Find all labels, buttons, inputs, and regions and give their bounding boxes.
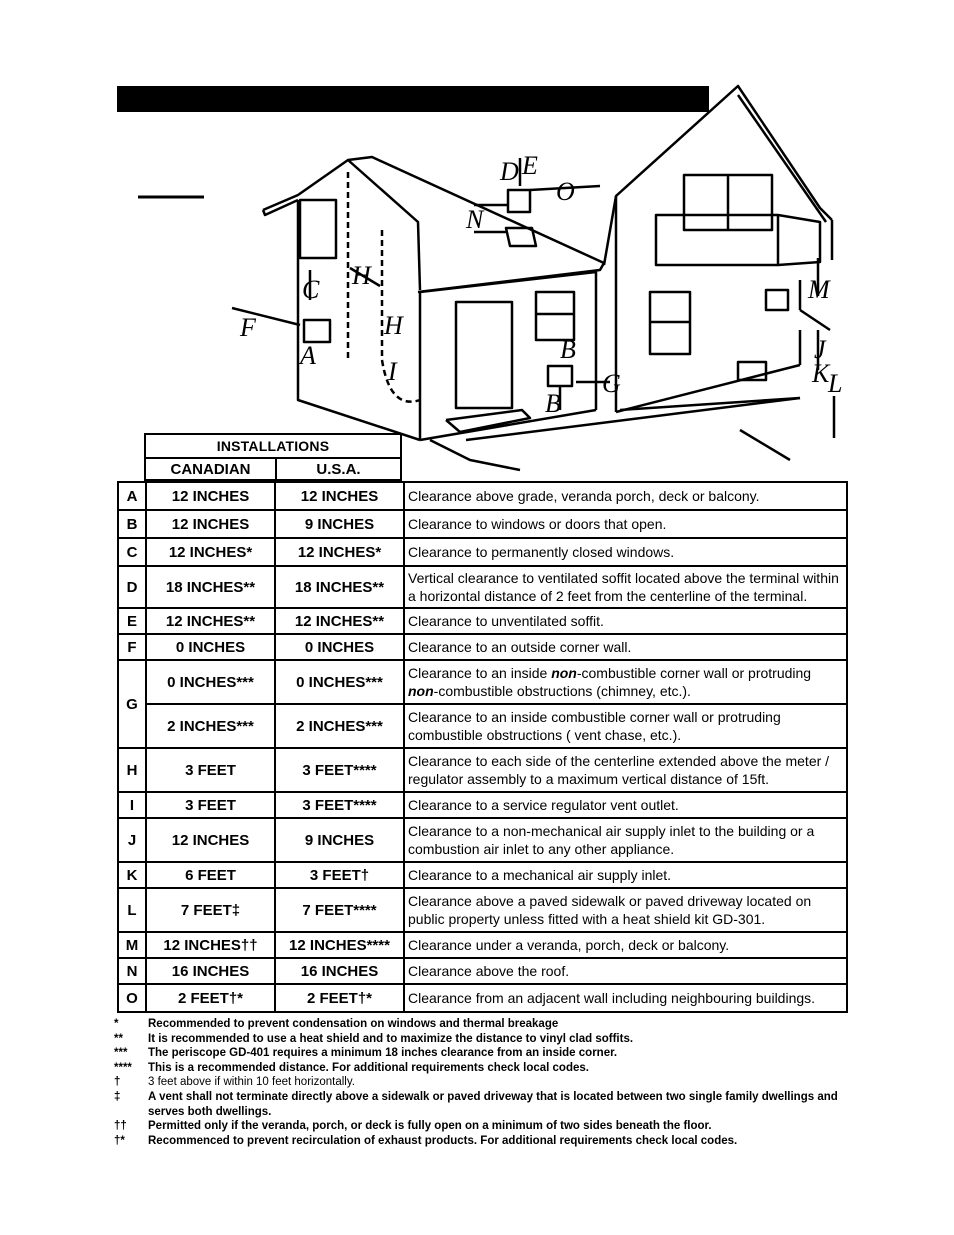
usa-header: U.S.A. — [316, 461, 361, 478]
canadian-value: 12 INCHES — [146, 818, 275, 862]
canadian-value: 12 INCHES* — [146, 538, 275, 566]
footnote — [114, 1134, 850, 1149]
svg-text:F: F — [240, 313, 256, 342]
canadian-value: 12 INCHES†† — [146, 932, 275, 958]
row-description: Clearance to each side of the centerline extended above the meter / regulator assembly to a maximum vertical distance of 15ft. — [404, 748, 847, 792]
usa-value: 3 FEET**** — [275, 748, 404, 792]
row-description: Clearance to a mechanical air supply inlet. — [404, 862, 847, 888]
canadian-value: 18 INCHES** — [146, 566, 275, 608]
usa-value: 7 FEET**** — [275, 888, 404, 932]
footnote-text: Recommenced to prevent recirculation of exhaust products. For additional requirements check local codes. — [148, 1134, 738, 1147]
footnote-text: A vent shall not terminate directly above a sidewalk or paved driveway that is located between two single family dwellings and serves both dwellings. — [148, 1090, 838, 1118]
row-letter: O — [118, 984, 146, 1012]
usa-value: 12 INCHES**** — [275, 932, 404, 958]
footnote-symbol: ** — [114, 1032, 123, 1045]
usa-value: 9 INCHES — [275, 510, 404, 538]
desc-emphasis: non — [408, 683, 434, 699]
row-description: Clearance to a service regulator vent outlet. — [404, 792, 847, 818]
clearance-table — [117, 481, 848, 1013]
footnote-symbol: † — [114, 1076, 121, 1089]
desc-part: Clearance to an inside — [408, 665, 552, 681]
svg-text:B: B — [560, 335, 576, 364]
table-row — [118, 482, 847, 510]
row-description: Clearance to an inside combustible corner wall or protruding combustible obstructions ( vent chase, etc.). — [404, 704, 847, 748]
usa-value: 12 INCHES — [275, 482, 404, 510]
row-description — [404, 660, 847, 704]
svg-text:M: M — [808, 275, 830, 304]
row-description: Clearance to windows or doors that open. — [404, 510, 847, 538]
canadian-value: 0 INCHES*** — [146, 660, 275, 704]
row-letter: H — [118, 748, 146, 792]
table-row — [118, 510, 847, 538]
row-letter: L — [118, 888, 146, 932]
row-letter: C — [118, 538, 146, 566]
usa-value: 2 INCHES*** — [275, 704, 404, 748]
row-letter: K — [118, 862, 146, 888]
row-letter: N — [118, 958, 146, 984]
svg-text:C: C — [302, 275, 320, 304]
row-letter: A — [118, 482, 146, 510]
usa-value: 3 FEET† — [275, 862, 404, 888]
canadian-value: 2 INCHES*** — [146, 704, 275, 748]
table-row — [118, 538, 847, 566]
footnote-symbol: **** — [114, 1061, 132, 1074]
row-description: Clearance to a non-mechanical air supply inlet to the building or a combustion air inlet to any other appliance. — [404, 818, 847, 862]
usa-value: 12 INCHES* — [275, 538, 404, 566]
row-description: Clearance above the roof. — [404, 958, 847, 984]
usa-value: 16 INCHES — [275, 958, 404, 984]
row-letter: J — [118, 818, 146, 862]
svg-text:G: G — [602, 369, 621, 398]
row-letter: E — [118, 608, 146, 634]
canadian-value: 0 INCHES — [146, 634, 275, 660]
table-row — [118, 748, 847, 792]
canadian-value: 3 FEET — [146, 748, 275, 792]
canadian-value: 2 FEET†* — [146, 984, 275, 1012]
footnote-text: The periscope GD-401 requires a minimum 18 inches clearance from an inside corner. — [148, 1047, 618, 1060]
row-description: Clearance above a paved sidewalk or paved driveway located on public property unless fitted with a heat shield kit GD-301. — [404, 888, 847, 932]
footnote — [114, 1090, 850, 1119]
footnote-text: 3 feet above if within 10 feet horizontally. — [148, 1076, 355, 1089]
footnotes — [114, 1017, 850, 1148]
footnote — [114, 1017, 850, 1032]
row-letter: I — [118, 792, 146, 818]
row-description: Clearance to permanently closed windows. — [404, 538, 847, 566]
svg-text:A: A — [300, 341, 316, 370]
row-letter: F — [118, 634, 146, 660]
desc-emphasis: non — [551, 665, 577, 681]
table-row — [118, 818, 847, 862]
footnote-text: Permitted only if the veranda, porch, or deck is fully open on a minimum of two sides beneath the floor. — [148, 1120, 712, 1133]
table-row — [118, 888, 847, 932]
svg-text:L: L — [828, 369, 843, 398]
installations-header — [144, 433, 402, 481]
canadian-value: 6 FEET — [146, 862, 275, 888]
footnote-text: It is recommended to use a heat shield and to maximize the distance to vinyl clad soffits. — [148, 1032, 634, 1045]
footnote-symbol: †* — [114, 1134, 125, 1147]
table-row — [118, 634, 847, 660]
canadian-value: 3 FEET — [146, 792, 275, 818]
table-row — [118, 932, 847, 958]
table-row — [118, 984, 847, 1012]
footnote-symbol: *** — [114, 1047, 128, 1060]
canadian-value: 12 INCHES — [146, 482, 275, 510]
table-row — [118, 704, 847, 748]
row-description: Clearance from an adjacent wall including neighbouring buildings. — [404, 984, 847, 1012]
footnote — [114, 1061, 850, 1076]
row-letter: B — [118, 510, 146, 538]
canadian-value: 12 INCHES** — [146, 608, 275, 634]
usa-value: 18 INCHES** — [275, 566, 404, 608]
footnote-text: This is a recommended distance. For additional requirements check local codes. — [148, 1061, 589, 1074]
row-description: Clearance above grade, veranda porch, deck or balcony. — [404, 482, 847, 510]
table-row — [118, 792, 847, 818]
table-row — [118, 608, 847, 634]
footnote-symbol: * — [114, 1018, 119, 1030]
canadian-header: CANADIAN — [146, 459, 277, 481]
installations-title: INSTALLATIONS — [146, 435, 400, 459]
usa-value: 3 FEET**** — [275, 792, 404, 818]
table-row — [118, 958, 847, 984]
footnote — [114, 1032, 850, 1047]
usa-value: 12 INCHES** — [275, 608, 404, 634]
svg-text:H: H — [352, 261, 371, 290]
canadian-value: 7 FEET‡ — [146, 888, 275, 932]
table-row — [118, 566, 847, 608]
house-diagram — [0, 80, 954, 480]
row-letter: D — [118, 566, 146, 608]
svg-text:J: J — [814, 335, 826, 364]
footnote-symbol: ‡ — [114, 1090, 121, 1103]
usa-value: 0 INCHES — [275, 634, 404, 660]
row-description: Vertical clearance to ventilated soffit located above the terminal within a horizontal distance of 2 feet from the centerline of the terminal. — [404, 566, 847, 608]
svg-text:N: N — [466, 205, 484, 234]
svg-text:K: K — [812, 359, 830, 388]
svg-text:B: B — [545, 389, 561, 418]
canadian-value: 12 INCHES — [146, 510, 275, 538]
svg-text:E: E — [522, 151, 538, 180]
svg-text:D: D — [500, 157, 519, 186]
svg-text:O: O — [556, 177, 575, 206]
table-row — [118, 660, 847, 704]
row-description: Clearance to unventilated soffit. — [404, 608, 847, 634]
footnote-symbol: †† — [114, 1120, 127, 1133]
row-letter: G — [118, 660, 146, 748]
row-description: Clearance to an outside corner wall. — [404, 634, 847, 660]
footnote — [114, 1119, 850, 1134]
row-description: Clearance under a veranda, porch, deck or balcony. — [404, 932, 847, 958]
desc-part: -combustible corner wall or protruding — [576, 665, 812, 681]
canadian-value: 16 INCHES — [146, 958, 275, 984]
desc-part: -combustible obstructions (chimney, etc.). — [433, 683, 691, 699]
table-row — [118, 862, 847, 888]
footnote — [114, 1046, 850, 1061]
svg-text:H: H — [384, 311, 403, 340]
usa-value: 9 INCHES — [275, 818, 404, 862]
footnote-text: Recommended to prevent condensation on windows and thermal breakage — [148, 1018, 559, 1030]
svg-text:I: I — [388, 357, 397, 386]
usa-value: 2 FEET†* — [275, 984, 404, 1012]
row-letter: M — [118, 932, 146, 958]
footnote — [114, 1075, 850, 1090]
usa-value: 0 INCHES*** — [275, 660, 404, 704]
